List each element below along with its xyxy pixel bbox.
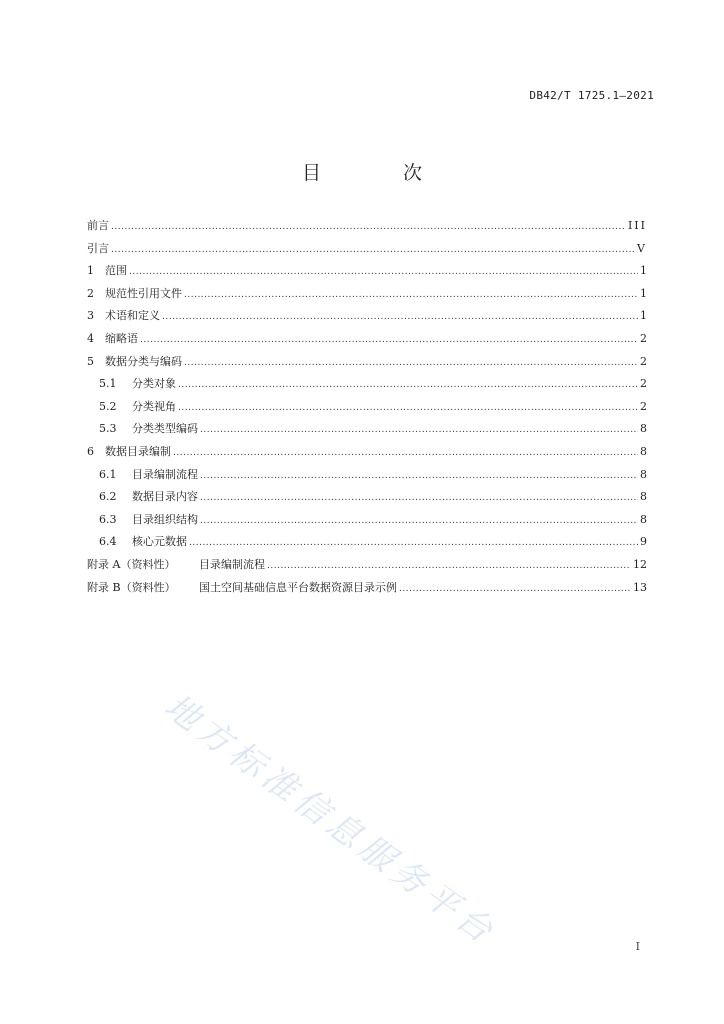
toc-entry-label: 引言 [87,241,109,255]
toc-entry-page: 2 [640,354,647,368]
toc-entry[interactable] [87,468,647,491]
toc-entry-label: 数据目录编制 [105,444,171,458]
toc-entry-page: 8 [640,512,647,526]
toc-entry-number: 5.2 [99,399,117,413]
toc-entry-label: 术语和定义 [105,309,160,323]
toc-entry-page: 2 [640,331,647,345]
toc-leader-dots [111,243,635,257]
toc-leader-dots [184,288,638,302]
toc-entry-number: 6.1 [99,467,117,481]
standard-code: DB42/T 1725.1—2021 [529,89,654,102]
toc-entry-page: 8 [640,490,647,504]
toc-entry[interactable] [87,309,647,332]
page-title: 目 次 [301,162,461,184]
toc-entry-label: 范围 [105,264,127,278]
toc-entry-label: 分类视角 [132,399,176,413]
toc-entry-page: 1 [640,264,647,278]
toc-entry-label: 分类对象 [132,377,176,391]
toc-entry-number: 5 [87,354,94,368]
toc-entry-page: 9 [640,535,647,549]
toc-leader-dots [200,423,638,437]
toc-entry-label: 规范性引用文件 [105,286,182,300]
toc-entry-label: 核心元数据 [132,535,187,549]
page-number: I [635,940,640,953]
toc-entry-page: 2 [640,399,647,413]
toc-entry[interactable] [87,287,647,310]
toc-entry-page: 2 [640,377,647,391]
toc-entry-page: 8 [640,444,647,458]
toc-entry[interactable] [87,377,647,400]
toc-entry-number: 4 [87,331,94,345]
toc-leader-dots [162,310,638,324]
toc-entry[interactable] [87,332,647,355]
toc-leader-dots [140,333,638,347]
toc-entry[interactable] [87,400,647,423]
toc-leader-dots [111,220,626,234]
toc-leader-dots [129,265,638,279]
toc-entry[interactable] [87,513,647,536]
toc-entry-label: 数据目录内容 [132,490,198,504]
toc-entry-page: 8 [640,467,647,481]
toc-leader-dots [200,469,638,483]
toc-entry-number: 5.3 [99,422,117,436]
toc-entry-label: 目录编制流程 [132,467,198,481]
toc-leader-dots [399,582,631,596]
toc-entry-label: 前言 [87,219,109,232]
toc-leader-dots [184,356,638,370]
toc-entry-number: 附录 A（资料性） [87,557,176,571]
toc-entry-number: 5.1 [99,377,117,391]
toc-entry-number: 3 [87,309,94,323]
watermark: 地方标准信息服务平台 [156,686,504,954]
toc-entry-page: 1 [640,286,647,300]
toc-entry-label: 分类类型编码 [132,422,198,436]
toc-entry-number: 6.3 [99,512,117,526]
toc-leader-dots [173,446,638,460]
toc-entry-label: 目录组织结构 [132,512,198,526]
toc-entry-label: 数据分类与编码 [105,354,182,368]
toc-entry[interactable] [87,264,647,287]
toc-entry[interactable] [87,558,647,581]
toc-entry-number: 附录 B（资料性） [87,580,176,594]
toc-entry[interactable] [87,445,647,468]
toc-entry[interactable] [87,535,647,558]
toc-entry-page: 13 [633,580,647,594]
table-of-contents [87,219,647,603]
toc-entry-label: 目录编制流程 [199,557,265,571]
toc-entry-label: 缩略语 [105,331,138,345]
toc-entry-number: 6.4 [99,535,117,549]
toc-entry-page: 12 [633,557,647,571]
toc-entry[interactable] [87,581,647,604]
toc-entry[interactable] [87,490,647,513]
toc-entry-number: 6 [87,444,94,458]
toc-entry[interactable] [87,219,647,242]
toc-leader-dots [200,514,638,528]
toc-entry[interactable] [87,355,647,378]
toc-leader-dots [267,559,631,573]
toc-entry-page: 8 [640,422,647,436]
toc-leader-dots [200,491,638,505]
toc-entry-page: 1 [640,309,647,323]
toc-entry[interactable] [87,422,647,445]
toc-leader-dots [178,401,638,415]
toc-entry-page: V [637,241,647,255]
toc-leader-dots [178,378,638,392]
toc-leader-dots [189,536,638,550]
toc-entry-page: III [627,219,647,232]
toc-entry-number: 6.2 [99,490,117,504]
toc-entry-number: 2 [87,286,94,300]
toc-entry[interactable] [87,242,647,265]
toc-entry-number: 1 [87,264,94,278]
toc-entry-label: 国土空间基础信息平台数据资源目录示例 [199,580,397,594]
